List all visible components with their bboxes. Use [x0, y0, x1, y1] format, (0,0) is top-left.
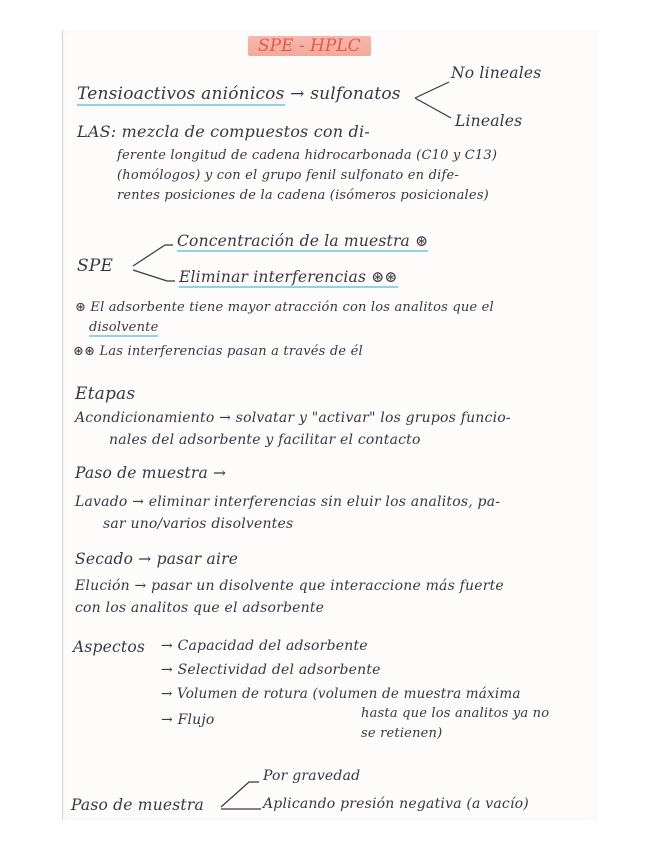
elucion-1: Elución → pasar un disolvente que interaccione más fuerte	[75, 578, 504, 594]
aspecto-capacidad: → Capacidad del adsorbente	[161, 638, 368, 654]
las-line-3: (homólogos) y con el grupo fenil sulfonato en dife-	[117, 168, 459, 183]
aspecto-selectividad: → Selectividad del adsorbente	[161, 662, 381, 678]
lavado-1: Lavado → eliminar interferencias sin eluir los analitos, pa-	[75, 494, 501, 510]
secado: Secado → pasar aire	[75, 550, 239, 568]
aspecto-volumen: → Volumen de rotura (volumen de muestra máxima	[161, 686, 521, 702]
spe-label: SPE	[77, 256, 114, 276]
lavado-2: sar uno/varios disolventes	[103, 516, 294, 532]
aspecto-flujo: → Flujo	[161, 712, 215, 728]
aplicando-presion: Aplicando presión negativa (a vacío)	[263, 796, 529, 812]
paso-muestra-label: Paso de muestra	[71, 796, 204, 814]
las-line-4: rentes posiciones de la cadena (isómeros posicionales)	[117, 188, 489, 203]
aspectos-label: Aspectos	[73, 638, 146, 656]
line-tensioactivos: Tensioactivos aniónicos → sulfonatos	[77, 84, 401, 104]
note-2: ⊛⊛ Las interferencias pasan a través de él	[73, 344, 363, 359]
elucion-2: con los analitos que el adsorbente	[75, 600, 325, 616]
no-lineales: No lineales	[451, 64, 542, 82]
paso-de-muestra: Paso de muestra →	[75, 464, 227, 482]
las-line-2: ferente longitud de cadena hidrocarbonada (C10 y C13)	[117, 148, 498, 163]
acondicionamiento-2: nales del adsorbente y facilitar el contacto	[109, 432, 421, 448]
note-1-cont: disolvente	[89, 320, 159, 335]
etapas-heading: Etapas	[75, 384, 136, 404]
acondicionamiento-1: Acondicionamiento → solvatar y "activar" los grupos funcio-	[75, 410, 511, 426]
page-title: SPE - HPLC	[248, 36, 371, 56]
notebook-page	[62, 30, 597, 820]
note-1: ⊛ El adsorbente tiene mayor atracción con los analitos que el	[75, 300, 494, 315]
spe-eliminar: Eliminar interferencias ⊛⊛	[179, 268, 398, 286]
por-gravedad: Por gravedad	[263, 768, 361, 784]
spe-concentracion: Concentración de la muestra ⊛	[177, 232, 429, 250]
las-line-1: LAS: mezcla de compuestos con di-	[77, 122, 370, 141]
lineales: Lineales	[455, 112, 523, 130]
aspecto-volumen-3: se retienen)	[361, 726, 443, 741]
aspecto-volumen-2: hasta que los analitos ya no	[361, 706, 550, 721]
